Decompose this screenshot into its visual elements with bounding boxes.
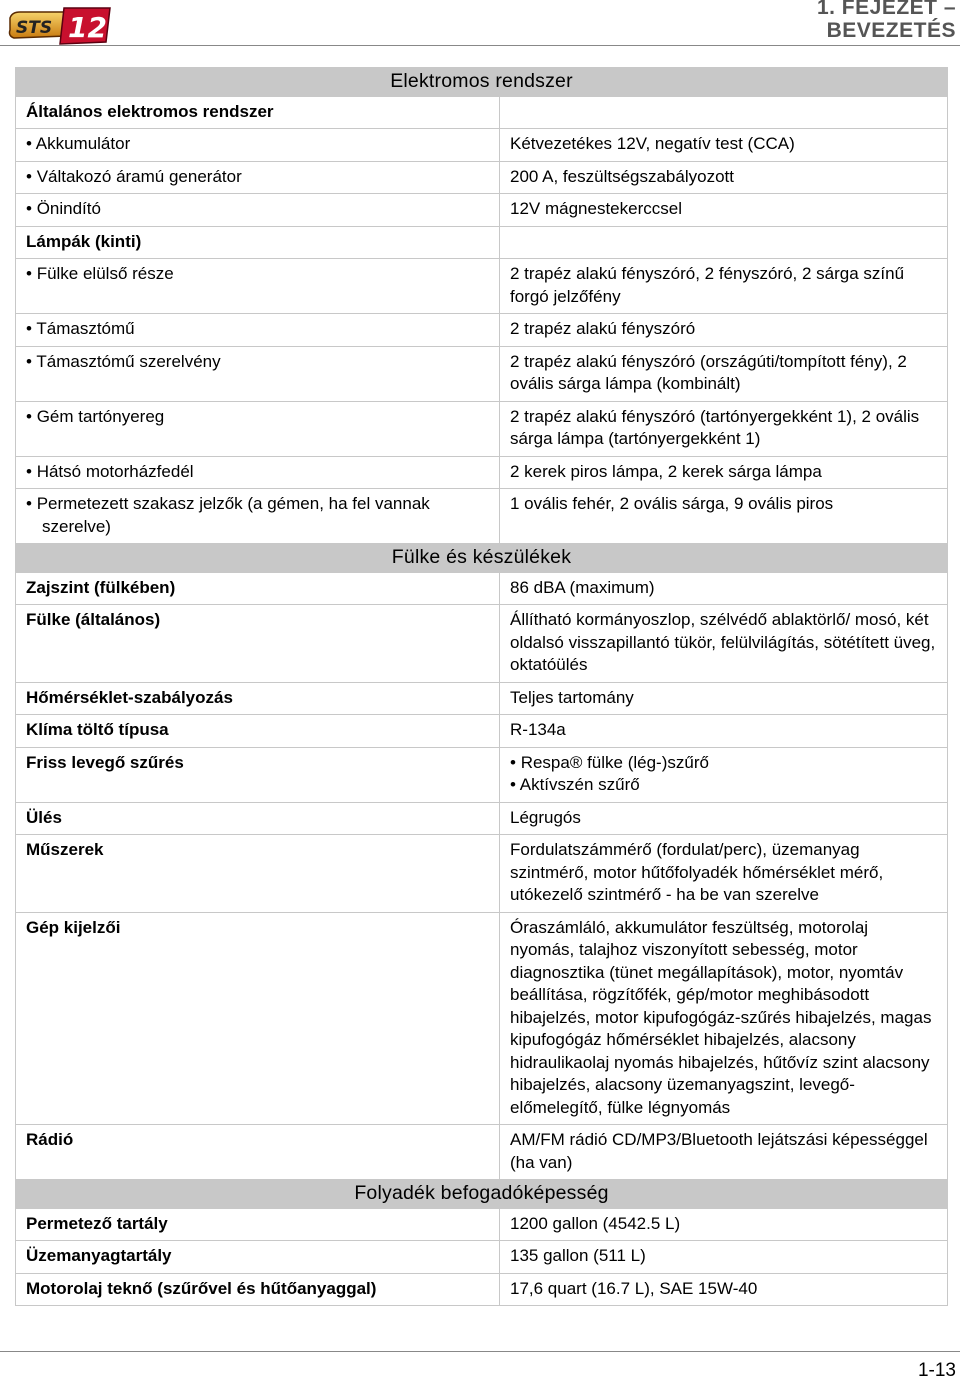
support-assembly-value: 2 trapéz alakú fényszóró (országúti/tompított fény), 2 ovális sárga lámpa (kombinált) — [500, 346, 948, 401]
support-value: 2 trapéz alakú fényszóró — [500, 314, 948, 347]
bullet-icon: • — [26, 494, 37, 513]
table-row — [16, 194, 948, 227]
bullet-icon: • — [26, 319, 37, 338]
svg-text:STS: STS — [16, 18, 53, 38]
air-filter-item-1: Respa® fülke (lég-)szűrő — [520, 752, 709, 772]
table-row — [16, 96, 948, 129]
alternator-label-text: Váltakozó áramú generátor — [36, 166, 242, 186]
bullet-item — [26, 133, 489, 156]
boom-cradle-label-text: Gém tartónyereg — [36, 406, 165, 426]
support-assembly-label-text: Támasztómű szerelvény — [36, 351, 221, 371]
chapter-line-1: 1. FEJEZET – — [816, 0, 956, 19]
temp-value: Teljes tartomány — [500, 682, 948, 715]
fuel-tank-value: 135 gallon (511 L) — [500, 1241, 948, 1274]
table-row — [16, 682, 948, 715]
list-item — [510, 774, 937, 797]
bullet-icon: • — [26, 351, 37, 371]
general-electrical-title: Általános elektromos rendszer — [16, 96, 500, 129]
table-row — [16, 129, 948, 162]
table-row — [16, 456, 948, 489]
chapter-line-2: BEVEZETÉS — [826, 19, 956, 42]
table-row — [16, 1125, 948, 1180]
bullet-icon: • — [26, 264, 37, 283]
section-markers-value: 1 ovális fehér, 2 ovális sárga, 9 ovális piros — [500, 489, 948, 544]
temp-label: Hőmérséklet-szabályozás — [16, 682, 500, 715]
section-header-electrical — [16, 68, 948, 97]
battery-label — [16, 129, 500, 162]
footer-rule — [0, 1351, 960, 1352]
cab-front-value: 2 trapéz alakú fényszóró, 2 fényszóró, 2 sárga színű forgó jelzőfény — [500, 259, 948, 314]
table-row — [16, 489, 948, 544]
section-title-electrical: Elektromos rendszer — [16, 68, 948, 97]
engine-oil-value: 17,6 quart (16.7 L), SAE 15W-40 — [500, 1273, 948, 1306]
bullet-icon: • — [26, 134, 36, 153]
starter-label-text: Önindító — [36, 199, 101, 218]
rear-hood-label — [16, 456, 500, 489]
section-header-cab — [16, 544, 948, 573]
cab-front-label-text: Fülke elülső része — [36, 264, 174, 283]
engine-oil-label: Motorolaj teknő (szűrővel és hűtőanyaggal) — [16, 1273, 500, 1306]
section-title-cab: Fülke és készülékek — [16, 544, 948, 573]
support-assembly-label — [16, 346, 500, 401]
gauges-label: Műszerek — [16, 835, 500, 913]
bullet-icon: • — [510, 752, 521, 772]
cab-general-label: Fülke (általános) — [16, 605, 500, 683]
alternator-label — [16, 161, 500, 194]
rear-hood-label-text: Hátsó motorházfedél — [36, 461, 194, 481]
table-row — [16, 1241, 948, 1274]
starter-value: 12V mágnestekerccsel — [500, 194, 948, 227]
air-filter-value — [500, 747, 948, 802]
displays-label: Gép kijelzői — [16, 912, 500, 1125]
displays-value: Óraszámláló, akkumulátor feszültség, motorolaj nyomás, talajhoz viszonyított sebesség, motor diagnosztika (tünet megállapítások), motor, nyomtáv beállítása, rögzítőfék, gép/motor meghibásodott hibajelzés, motor kipufogógáz-szűrés hibajelzés, magas kipufogógáz hőmérséklet hibajelzés, alacsony hidraulikaolaj nyomás hibajelzés, hűtővíz szint alacsony hibajelzés, alacsony üzemanyagszint, levegő-előmelegítő, fülke légnyomás — [500, 912, 948, 1125]
page-number: 1-13 — [917, 1360, 956, 1381]
empty-cell — [500, 96, 948, 129]
support-label — [16, 314, 500, 347]
table-row — [16, 835, 948, 913]
seat-value: Légrugós — [500, 802, 948, 835]
section-title-fluids: Folyadék befogadóképesség — [16, 1180, 948, 1209]
air-filter-item-2: Aktívszén szűrő — [519, 775, 640, 794]
table-row — [16, 572, 948, 605]
bullet-icon: • — [26, 166, 37, 186]
chapter-heading — [817, 0, 956, 42]
air-filter-label: Friss levegő szűrés — [16, 747, 500, 802]
lamps-title: Lámpák (kinti) — [16, 226, 500, 259]
section-header-fluids — [16, 1180, 948, 1209]
alternator-value: 200 A, feszültségszabályozott — [500, 161, 948, 194]
table-row — [16, 605, 948, 683]
support-label-text: Támasztómű — [36, 319, 135, 338]
specification-table — [15, 67, 948, 1306]
rear-hood-value: 2 kerek piros lámpa, 2 kerek sárga lámpa — [500, 456, 948, 489]
ac-label: Klíma töltő típusa — [16, 715, 500, 748]
battery-label-text: Akkumulátor — [35, 134, 131, 153]
section-markers-label-text: Permetezett szakasz jelzők (a gémen, ha fel vannak szerelve) — [36, 494, 430, 536]
cab-general-value: Állítható kormányoszlop, szélvédő ablaktörlő/ mosó, két oldalsó visszapillantó tükör, felülvilágítás, sötétített üveg, oktatóülés — [500, 605, 948, 683]
spray-tank-label: Permetező tartály — [16, 1208, 500, 1241]
noise-value: 86 dBA (maximum) — [500, 572, 948, 605]
radio-value: AM/FM rádió CD/MP3/Bluetooth lejátszási képességgel (ha van) — [500, 1125, 948, 1180]
boom-cradle-value: 2 trapéz alakú fényszóró (tartónyergekként 1), 2 ovális sárga lámpa (tartónyergekként 1) — [500, 401, 948, 456]
bullet-icon: • — [510, 775, 520, 794]
spray-tank-value: 1200 gallon (4542.5 L) — [500, 1208, 948, 1241]
table-row — [16, 226, 948, 259]
cab-front-label — [16, 259, 500, 314]
table-row — [16, 802, 948, 835]
bullet-icon: • — [26, 406, 37, 426]
noise-label: Zajszint (fülkében) — [16, 572, 500, 605]
starter-label — [16, 194, 500, 227]
table-row — [16, 912, 948, 1125]
list-item — [510, 752, 937, 775]
table-row — [16, 715, 948, 748]
seat-label: Ülés — [16, 802, 500, 835]
table-row — [16, 259, 948, 314]
battery-value: Kétvezetékes 12V, negatív test (CCA) — [500, 129, 948, 162]
gauges-value: Fordulatszámmérő (fordulat/perc), üzemanyag szintmérő, motor hűtőfolyadék hőmérséklet mérő, utókezelő szintmérő - ha be van szerelve — [500, 835, 948, 913]
bullet-icon: • — [26, 461, 37, 481]
fuel-tank-label: Üzemanyagtartály — [16, 1241, 500, 1274]
svg-text:12: 12 — [68, 11, 107, 44]
table-row — [16, 401, 948, 456]
header-rule — [0, 45, 960, 46]
table-row — [16, 314, 948, 347]
section-markers-label — [16, 489, 500, 544]
table-row — [16, 1273, 948, 1306]
bullet-icon: • — [26, 199, 37, 218]
radio-label: Rádió — [16, 1125, 500, 1180]
ac-value: R-134a — [500, 715, 948, 748]
boom-cradle-label — [16, 401, 500, 456]
empty-cell — [500, 226, 948, 259]
table-row — [16, 1208, 948, 1241]
table-row — [16, 747, 948, 802]
table-row — [16, 161, 948, 194]
table-row — [16, 346, 948, 401]
